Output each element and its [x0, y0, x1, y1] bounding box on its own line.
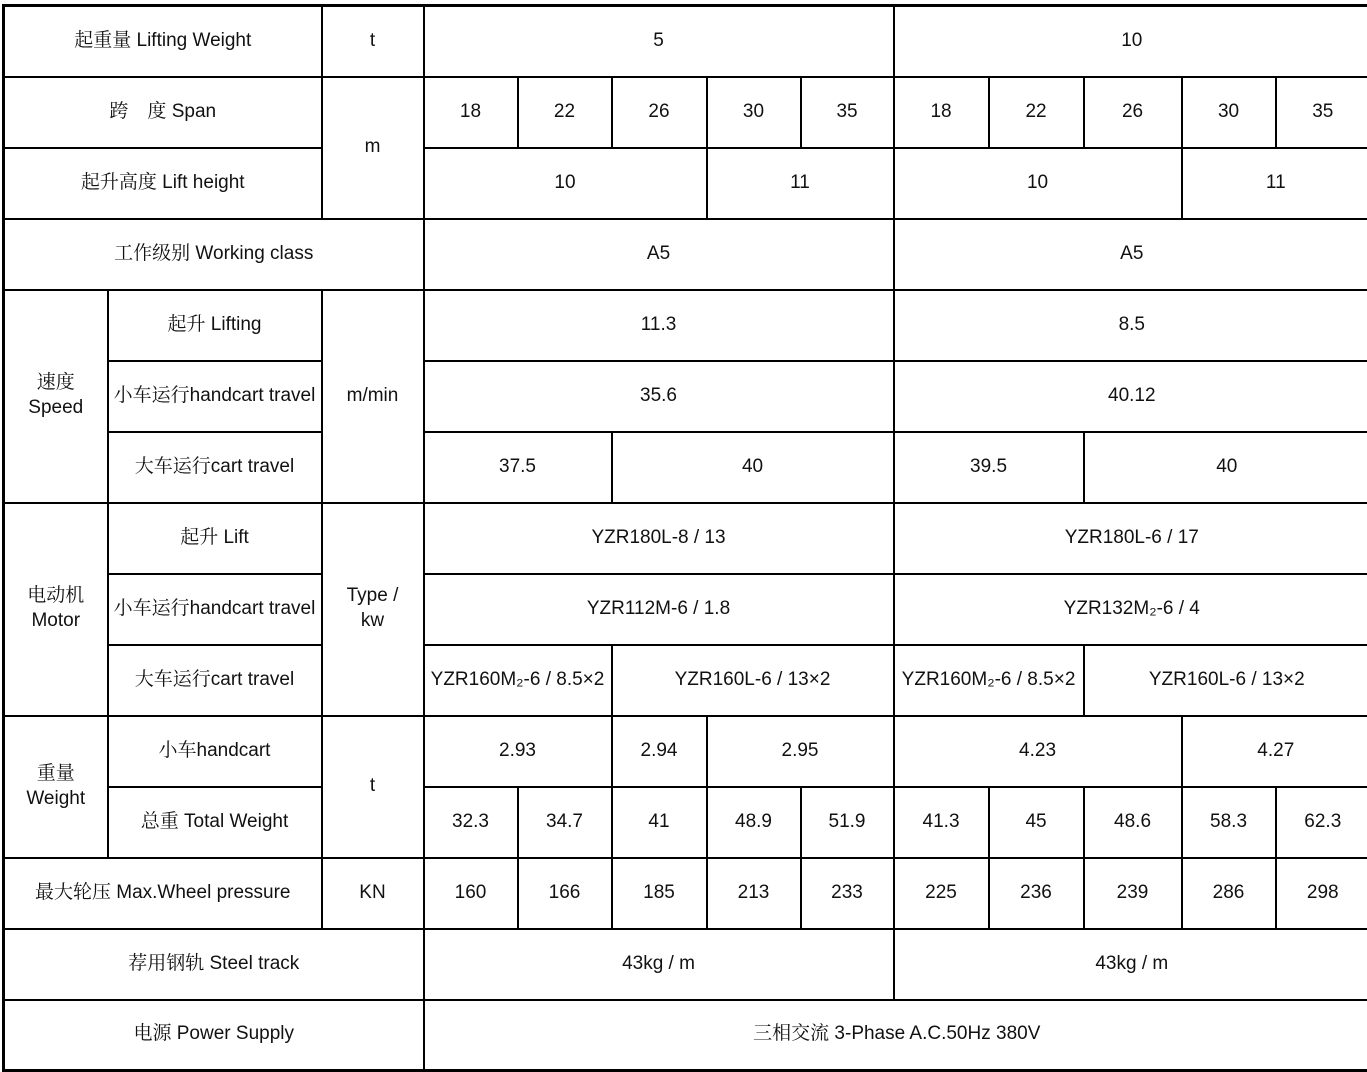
motor-cart-5t-a: YZR160M₂-6 / 8.5×2: [424, 645, 612, 716]
weight-total-5t-5: 51.9: [801, 787, 894, 858]
row-span: [4, 77, 1367, 148]
speed-handcart-10t: 40.12: [894, 361, 1367, 432]
weight-group-label: [4, 716, 108, 858]
speed-handcart-5t: 35.6: [424, 361, 894, 432]
weight-total-5t-3: 41: [612, 787, 707, 858]
steel-track-label: 荐用钢轨 Steel track: [4, 929, 424, 1000]
speed-cart-label: 大车运行cart travel: [108, 432, 322, 503]
speed-cart-10t-a: 39.5: [894, 432, 1084, 503]
weight-total-10t-3: 48.6: [1084, 787, 1182, 858]
weight-group-label-zh: 重量: [9, 762, 103, 787]
motor-unit: [322, 503, 424, 716]
motor-cart-label: 大车运行cart travel: [108, 645, 322, 716]
weight-handcart-label: 小车handcart: [108, 716, 322, 787]
span-5t-5: 35: [801, 77, 894, 148]
row-speed-handcart: [4, 361, 1367, 432]
lifting-weight-value-10t: 10: [894, 6, 1367, 77]
motor-group-label: [4, 503, 108, 716]
lift-height-5t-b: 11: [707, 148, 894, 219]
span-10t-2: 22: [989, 77, 1084, 148]
motor-lift-label: 起升 Lift: [108, 503, 322, 574]
lift-height-label: 起升高度 Lift height: [4, 148, 322, 219]
span-10t-3: 26: [1084, 77, 1182, 148]
motor-handcart-10t: YZR132M₂-6 / 4: [894, 574, 1367, 645]
motor-unit-line2: kw: [327, 609, 419, 634]
wheel-pressure-10t-4: 286: [1182, 858, 1276, 929]
row-weight-handcart: [4, 716, 1367, 787]
motor-cart-5t-b: YZR160L-6 / 13×2: [612, 645, 894, 716]
span-5t-4: 30: [707, 77, 801, 148]
row-lifting-weight: [4, 6, 1367, 77]
motor-group-label-zh: 电动机: [9, 584, 103, 609]
row-steel-track: [4, 929, 1367, 1000]
motor-cart-10t-b: YZR160L-6 / 13×2: [1084, 645, 1367, 716]
weight-handcart-5t-b: 2.94: [612, 716, 707, 787]
weight-handcart-5t-a: 2.93: [424, 716, 612, 787]
wheel-pressure-label: 最大轮压 Max.Wheel pressure: [4, 858, 322, 929]
weight-total-10t-1: 41.3: [894, 787, 989, 858]
speed-handcart-label: 小车运行handcart travel: [108, 361, 322, 432]
power-supply-label: 电源 Power Supply: [4, 1000, 424, 1071]
weight-handcart-10t-a: 4.23: [894, 716, 1182, 787]
weight-group-label-en: Weight: [9, 787, 103, 812]
speed-group-label-zh: 速度: [9, 371, 103, 396]
lifting-weight-value-5t: 5: [424, 6, 894, 77]
row-lift-height: [4, 148, 1367, 219]
speed-cart-5t-a: 37.5: [424, 432, 612, 503]
motor-lift-5t: YZR180L-8 / 13: [424, 503, 894, 574]
row-weight-total: [4, 787, 1367, 858]
speed-cart-10t-b: 40: [1084, 432, 1367, 503]
row-speed-cart: [4, 432, 1367, 503]
speed-lifting-label: 起升 Lifting: [108, 290, 322, 361]
motor-group-label-en: Motor: [9, 609, 103, 634]
wheel-pressure-5t-1: 160: [424, 858, 518, 929]
wheel-pressure-5t-3: 185: [612, 858, 707, 929]
weight-handcart-10t-b: 4.27: [1182, 716, 1367, 787]
wheel-pressure-unit: KN: [322, 858, 424, 929]
weight-total-10t-2: 45: [989, 787, 1084, 858]
weight-total-10t-4: 58.3: [1182, 787, 1276, 858]
row-motor-lift: [4, 503, 1367, 574]
lift-height-5t-a: 10: [424, 148, 707, 219]
working-class-label: 工作级别 Working class: [4, 219, 424, 290]
span-10t-1: 18: [894, 77, 989, 148]
steel-track-5t: 43kg / m: [424, 929, 894, 1000]
lifting-weight-label: 起重量 Lifting Weight: [4, 6, 322, 77]
motor-handcart-5t: YZR112M-6 / 1.8: [424, 574, 894, 645]
motor-lift-10t: YZR180L-6 / 17: [894, 503, 1367, 574]
weight-total-5t-4: 48.9: [707, 787, 801, 858]
speed-lifting-5t: 11.3: [424, 290, 894, 361]
row-power-supply: [4, 1000, 1367, 1071]
wheel-pressure-10t-1: 225: [894, 858, 989, 929]
lifting-weight-unit: t: [322, 6, 424, 77]
weight-total-10t-5: 62.3: [1276, 787, 1367, 858]
span-5t-1: 18: [424, 77, 518, 148]
wheel-pressure-5t-2: 166: [518, 858, 612, 929]
steel-track-10t: 43kg / m: [894, 929, 1367, 1000]
wheel-pressure-10t-3: 239: [1084, 858, 1182, 929]
wheel-pressure-10t-5: 298: [1276, 858, 1367, 929]
speed-cart-5t-b: 40: [612, 432, 894, 503]
lift-height-10t-a: 10: [894, 148, 1182, 219]
weight-unit: t: [322, 716, 424, 858]
speed-unit: m/min: [322, 290, 424, 503]
power-supply-value: 三相交流 3-Phase A.C.50Hz 380V: [424, 1000, 1367, 1071]
weight-total-5t-1: 32.3: [424, 787, 518, 858]
speed-group-label-en: Speed: [9, 396, 103, 421]
row-motor-cart: [4, 645, 1367, 716]
wheel-pressure-5t-5: 233: [801, 858, 894, 929]
span-5t-3: 26: [612, 77, 707, 148]
motor-handcart-label: 小车运行handcart travel: [108, 574, 322, 645]
row-wheel-pressure: [4, 858, 1367, 929]
span-label: 跨 度 Span: [4, 77, 322, 148]
row-speed-lifting: [4, 290, 1367, 361]
span-10t-5: 35: [1276, 77, 1367, 148]
lift-height-10t-b: 11: [1182, 148, 1367, 219]
row-working-class: [4, 219, 1367, 290]
wheel-pressure-5t-4: 213: [707, 858, 801, 929]
motor-cart-10t-a: YZR160M₂-6 / 8.5×2: [894, 645, 1084, 716]
row-motor-handcart: [4, 574, 1367, 645]
weight-total-5t-2: 34.7: [518, 787, 612, 858]
working-class-5t: A5: [424, 219, 894, 290]
motor-unit-line1: Type /: [327, 584, 419, 609]
weight-total-label: 总重 Total Weight: [108, 787, 322, 858]
weight-handcart-5t-c: 2.95: [707, 716, 894, 787]
speed-lifting-10t: 8.5: [894, 290, 1367, 361]
speed-group-label: [4, 290, 108, 503]
wheel-pressure-10t-2: 236: [989, 858, 1084, 929]
crane-spec-table: [2, 4, 1367, 1072]
span-10t-4: 30: [1182, 77, 1276, 148]
span-5t-2: 22: [518, 77, 612, 148]
span-unit: m: [322, 77, 424, 219]
working-class-10t: A5: [894, 219, 1367, 290]
